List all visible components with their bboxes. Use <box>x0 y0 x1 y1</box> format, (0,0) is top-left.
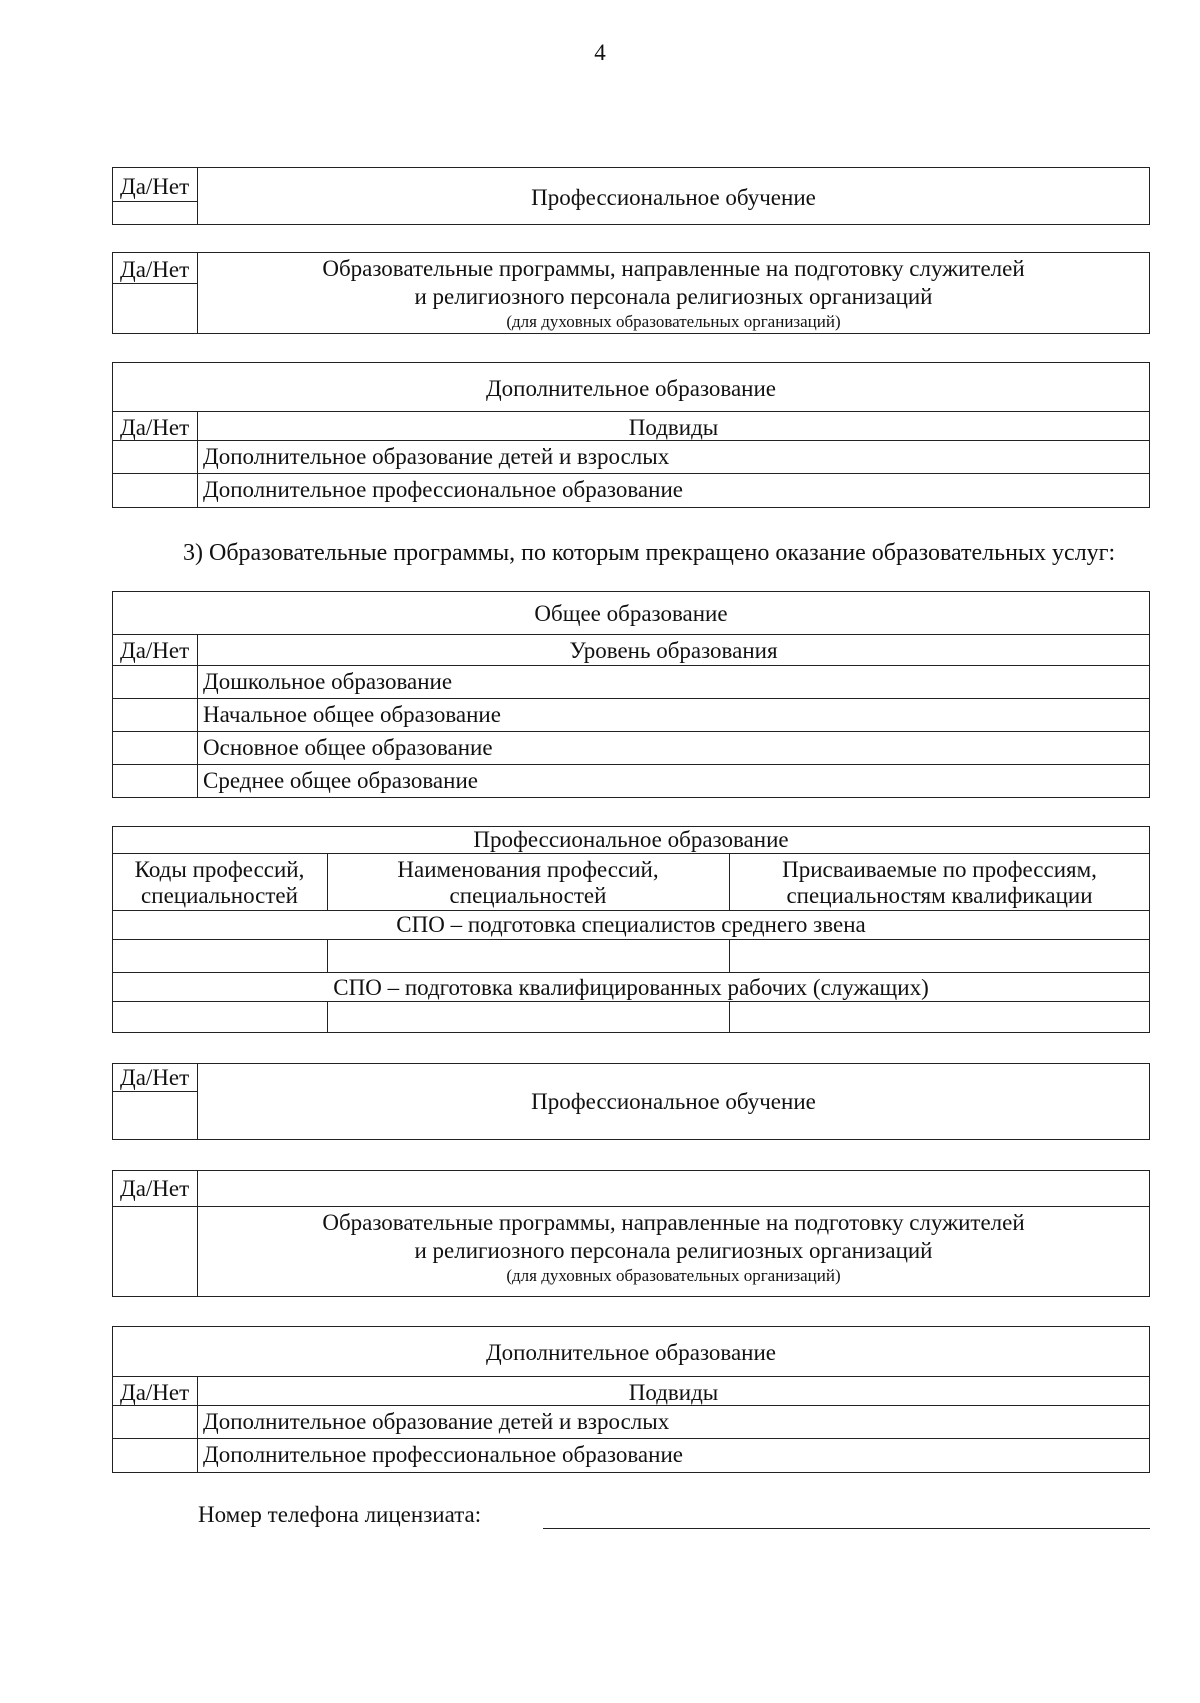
qualifications-header: специальностям квалификации <box>786 883 1093 908</box>
education-level-header: Уровень образования <box>569 638 778 663</box>
yes-no-label: Да/Нет <box>120 415 190 440</box>
religious-programs-line1: Образовательные программы, направленные на подготовку служителей <box>322 1210 1025 1235</box>
education-level-item: Основное общее образование <box>203 735 493 760</box>
yes-no-label: Да/Нет <box>120 257 190 282</box>
religious-programs-note: (для духовных образовательных организаций) <box>506 1266 841 1285</box>
general-education-title: Общее образование <box>534 601 728 626</box>
religious-programs-note: (для духовных образовательных организаций) <box>506 312 841 331</box>
codes-header: специальностей <box>141 883 298 908</box>
spo-workers-row: СПО – подготовка квалифицированных рабочих (служащих) <box>333 975 929 1000</box>
religious-programs-line2: и религиозного персонала религиозных организаций <box>414 284 933 309</box>
professional-education-title: Профессиональное образование <box>473 827 789 852</box>
section-3-heading: 3) Образовательные программы, по которым прекращено оказание образовательных услуг: <box>183 540 1116 566</box>
religious-programs-line2: и религиозного персонала религиозных организаций <box>414 1238 933 1263</box>
religious-programs-line1: Образовательные программы, направленные на подготовку служителей <box>322 256 1025 281</box>
education-level-item: Среднее общее образование <box>203 768 478 793</box>
prof-training-title: Профессиональное обучение <box>531 185 816 210</box>
education-level-item: Начальное общее образование <box>203 702 501 727</box>
additional-item: Дополнительное образование детей и взрослых <box>203 444 670 469</box>
subtypes-header: Подвиды <box>628 1380 719 1405</box>
phone-input-line[interactable] <box>543 1528 1150 1529</box>
yes-no-label: Да/Нет <box>120 1065 190 1090</box>
qualifications-header: Присваиваемые по профессиям, <box>782 857 1097 882</box>
additional-education-title: Дополнительное образование <box>485 1340 776 1365</box>
phone-label: Номер телефона лицензиата: <box>198 1502 482 1527</box>
education-level-item: Дошкольное образование <box>203 669 453 694</box>
names-header: Наименования профессий, <box>397 857 659 882</box>
additional-item: Дополнительное профессиональное образование <box>203 1442 683 1467</box>
prof-training-title: Профессиональное обучение <box>531 1089 816 1114</box>
yes-no-label: Да/Нет <box>120 1380 190 1405</box>
page-number: 4 <box>594 40 606 65</box>
additional-education-title: Дополнительное образование <box>485 376 776 401</box>
spo-mid-level-row: СПО – подготовка специалистов среднего звена <box>396 912 866 937</box>
additional-item: Дополнительное профессиональное образование <box>203 477 683 502</box>
names-header: специальностей <box>449 883 607 908</box>
subtypes-header: Подвиды <box>628 415 719 440</box>
codes-header: Коды профессий, <box>134 857 305 882</box>
yes-no-label: Да/Нет <box>120 174 190 199</box>
yes-no-label: Да/Нет <box>120 1176 190 1201</box>
yes-no-label: Да/Нет <box>120 638 190 663</box>
additional-item: Дополнительное образование детей и взрослых <box>203 1409 670 1434</box>
